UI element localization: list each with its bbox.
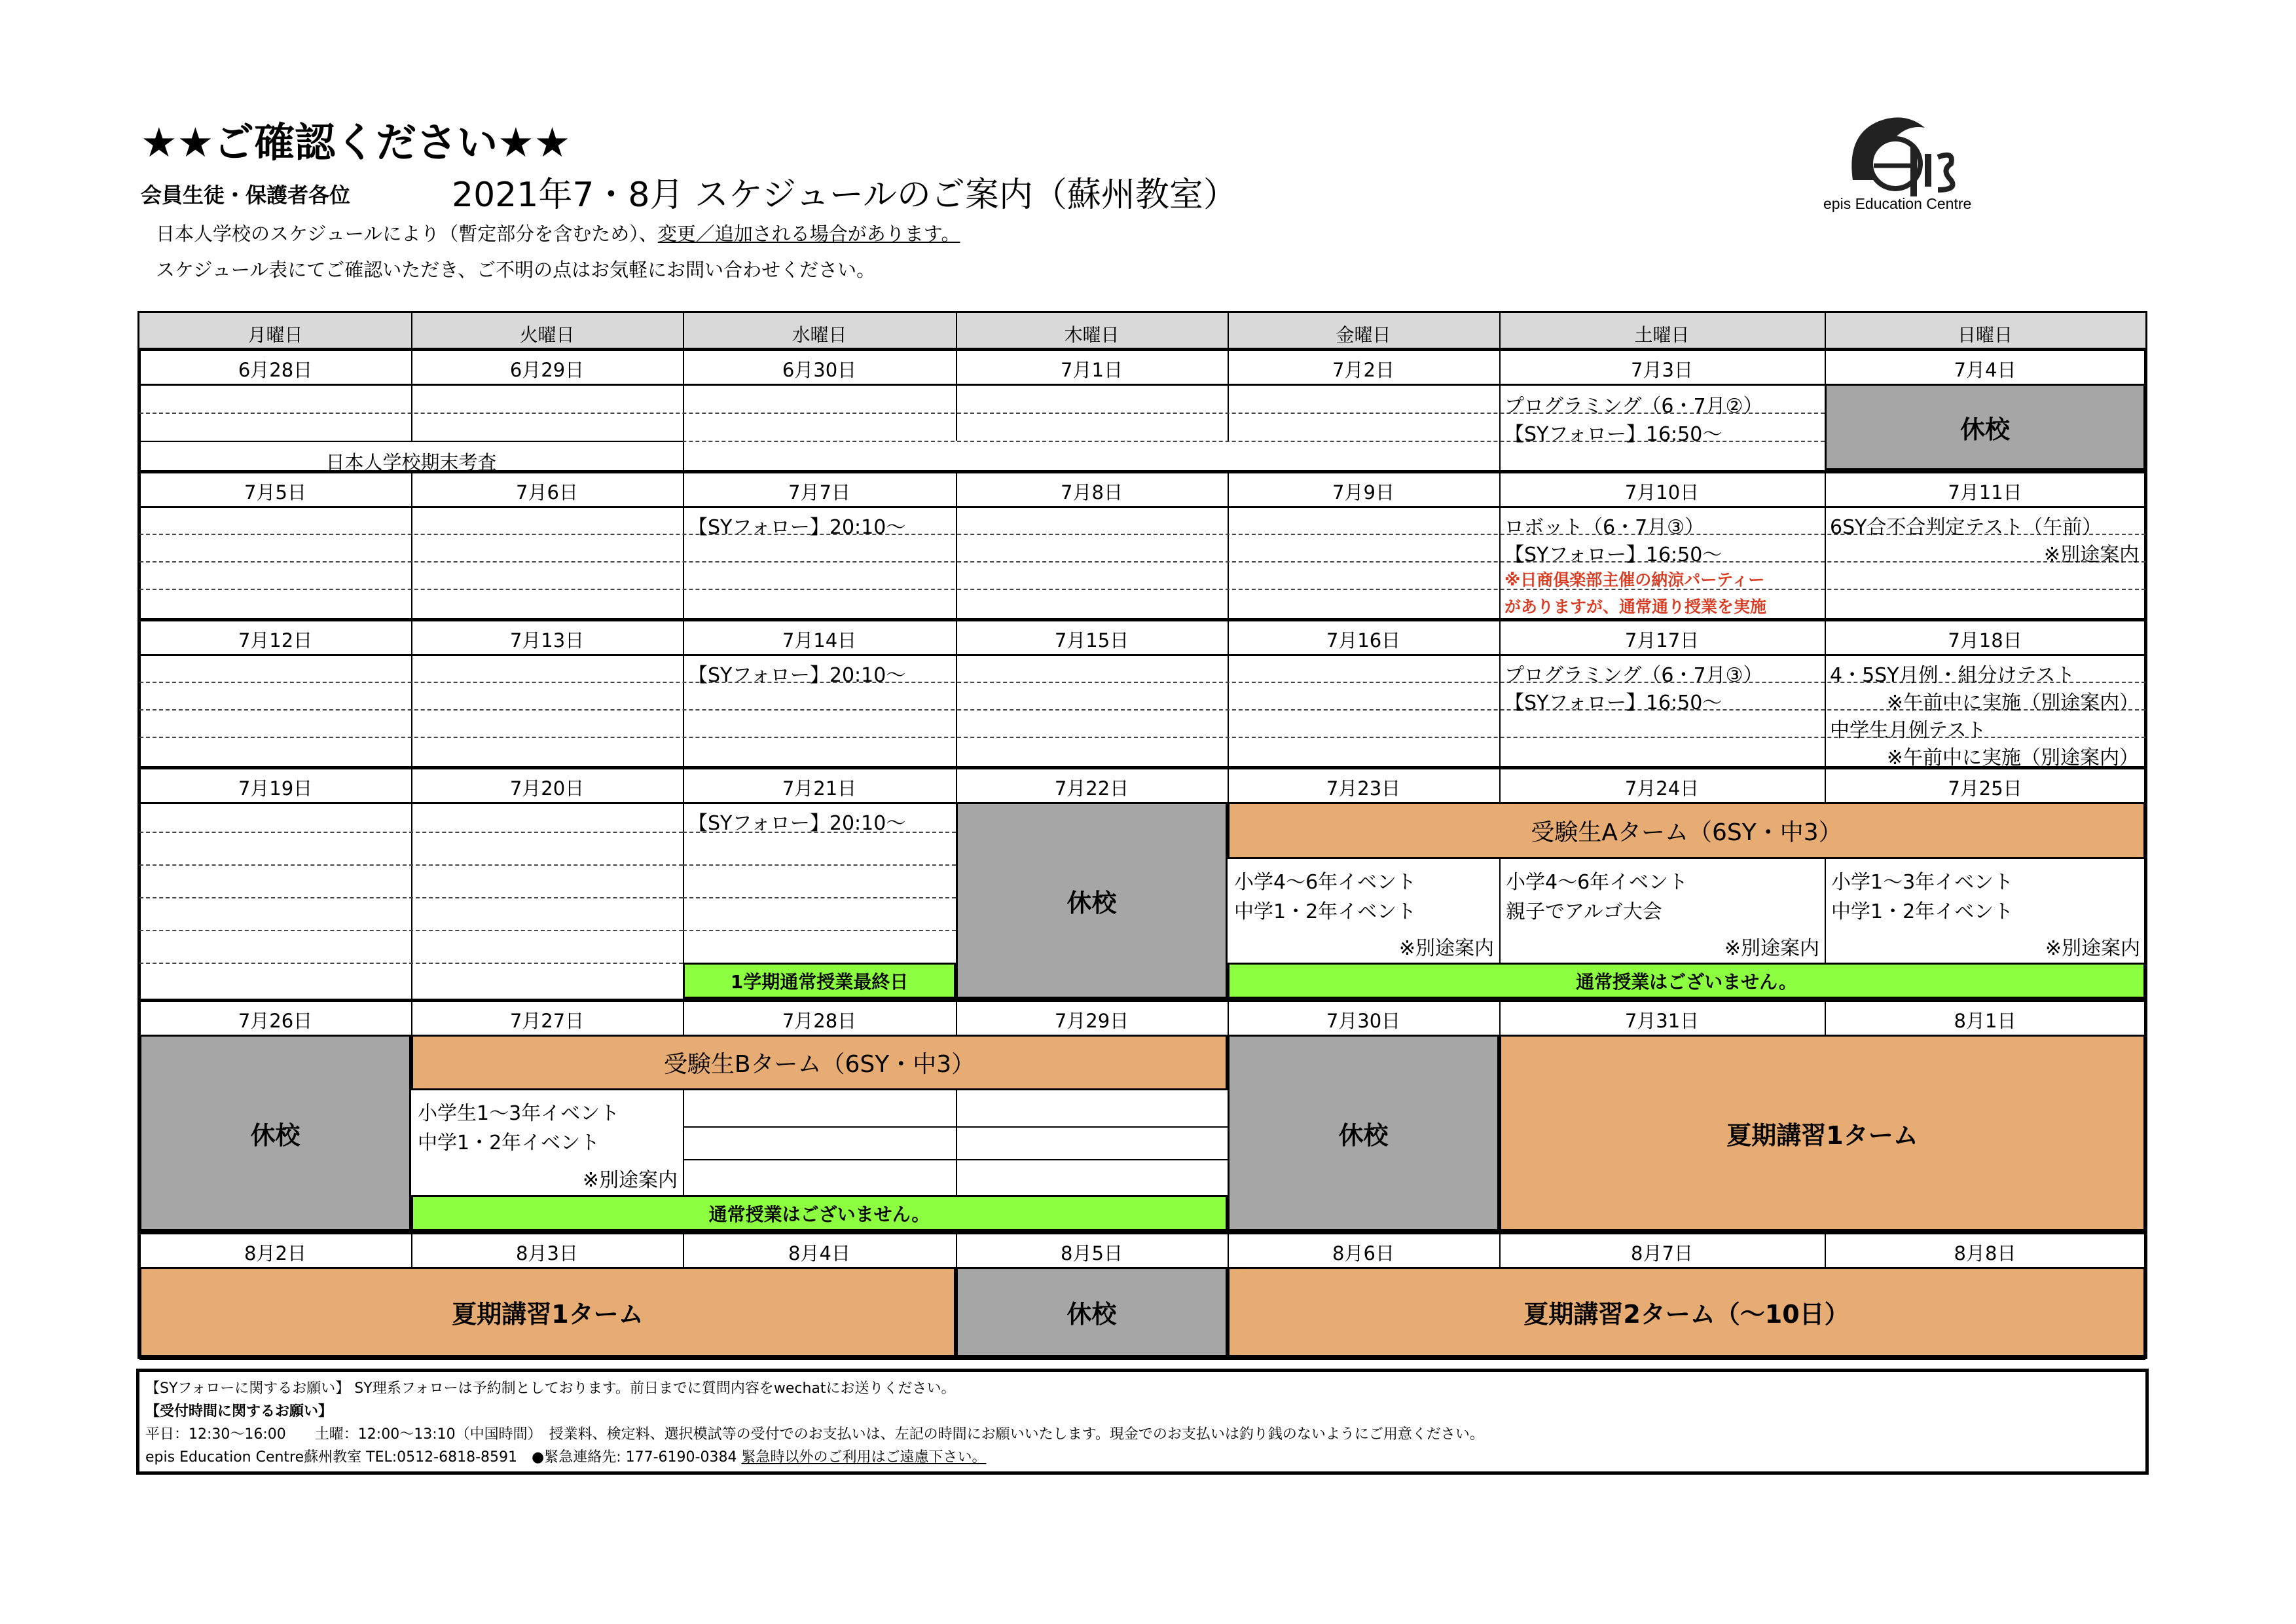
- date-label: 7月12日: [238, 629, 313, 652]
- weekday-header-5: 土曜日: [1634, 324, 1690, 346]
- grid-line: [1228, 1231, 1229, 1267]
- event-text: プログラミング（6・7月③）: [1504, 664, 1763, 687]
- grid-line: [683, 1126, 1228, 1128]
- grid-line: [411, 999, 412, 1035]
- grid-line: [139, 506, 2145, 508]
- grid-line: [411, 1231, 412, 1267]
- grid-line: [139, 999, 2145, 1002]
- grid-dashed-line: [139, 832, 683, 833]
- weekday-header-3: 木曜日: [1064, 324, 1120, 346]
- date-label: 7月22日: [1054, 777, 1129, 800]
- date-label: 7月27日: [509, 1010, 585, 1032]
- date-label: 7月26日: [238, 1010, 313, 1032]
- note-text: ※別途案内: [1724, 937, 1819, 960]
- grid-line: [683, 470, 684, 506]
- grid-line: [1825, 859, 1826, 963]
- event-text: 6SY合不合判定テスト（午前）: [1830, 516, 2102, 539]
- date-label: 6月28日: [238, 359, 313, 381]
- event-text: 中学1・2年イベント: [1234, 900, 1417, 923]
- closed-block: 休校: [139, 1035, 411, 1231]
- grid-line: [1228, 766, 1229, 802]
- note-text: ※別途案内: [2045, 937, 2140, 960]
- term-block: 夏期講習2ターム（～10日）: [1228, 1267, 2145, 1357]
- event-text: プログラミング（6・7月②）: [1504, 395, 1763, 418]
- grid-line: [956, 470, 957, 506]
- page-heading: ★★ご確認ください★★: [141, 119, 571, 166]
- grid-line: [1228, 313, 1229, 348]
- date-label: 7月18日: [1948, 629, 2022, 652]
- alert-text: ※日商倶楽部主催の納涼パーティー: [1504, 570, 1765, 589]
- date-label: 6月30日: [782, 359, 857, 381]
- exam-label: 日本人学校期末考査: [325, 451, 497, 473]
- date-label: 7月19日: [238, 777, 313, 800]
- date-label: 6月29日: [509, 359, 585, 381]
- date-label: 8月6日: [1332, 1242, 1394, 1264]
- grid-line: [139, 654, 2145, 656]
- grid-line: [1228, 470, 1229, 506]
- grid-line: [411, 313, 412, 348]
- note-text: ※別途案内: [1398, 937, 1494, 960]
- notice-block: 通常授業はございません。: [411, 1195, 1228, 1231]
- date-label: 8月3日: [516, 1242, 578, 1264]
- date-label: 7月3日: [1631, 359, 1693, 381]
- event-text: 中学生月例テスト: [1830, 719, 1986, 742]
- event-text: 中学1・2年イベント: [418, 1132, 600, 1154]
- grid-line: [683, 313, 684, 348]
- weekday-header-0: 月曜日: [247, 324, 303, 346]
- event-text: 小学4～6年イベント: [1506, 871, 1688, 894]
- event-text: ロボット（6・7月③）: [1504, 516, 1705, 539]
- logo-caption: epis Education Centre: [1823, 195, 1972, 212]
- grid-line: [683, 348, 684, 384]
- notice-line-1a: 日本人学校のスケジュールにより（暫定部分を含むため）、: [156, 223, 658, 245]
- event-text: 4・5SY月例・組分けテスト: [1830, 664, 2075, 687]
- grid-line: [1228, 348, 1229, 384]
- footer-emergency-note: 緊急時以外のご利用はご遠慮下さい。: [741, 1449, 987, 1466]
- date-label: 7月13日: [509, 629, 585, 652]
- grid-line: [139, 618, 2145, 621]
- closed-block: 休校: [1228, 1035, 1499, 1231]
- footer-line-3: 平日：12:30～16:00 土曜：12:00～13:10（中国時間） 授業料、検定料、選択模試等の受付でのお支払いは、左記の時間にお願いいたします。現金でのお支払いは釣り銭のないようにご用意ください。: [145, 1426, 1484, 1443]
- closed-block: 休校: [956, 802, 1228, 999]
- date-label: 7月15日: [1054, 629, 1129, 652]
- footer-contact: epis Education Centre蘇州教室 TEL:0512-6818-8591 ●緊急連絡先: 177-6190-0384: [145, 1449, 737, 1466]
- date-label: 7月28日: [782, 1010, 857, 1032]
- date-label: 8月5日: [1061, 1242, 1123, 1264]
- grid-line: [1499, 313, 1501, 348]
- grid-line: [1228, 618, 1229, 654]
- term-block: 夏期講習1ターム: [1499, 1035, 2145, 1231]
- date-label: 7月14日: [782, 629, 857, 652]
- event-text: 親子でアルゴ大会: [1506, 900, 1662, 923]
- date-label: 7月5日: [244, 481, 306, 504]
- grid-line: [1499, 1231, 1501, 1267]
- grid-line: [1499, 618, 1501, 654]
- date-label: 7月20日: [509, 777, 585, 800]
- grid-line: [1825, 999, 1826, 1035]
- footer-line-1: 【SYフォローに関するお願い】 SY理系フォローは予約制としております。前日までに質問内容をwechatにお送りください。: [145, 1380, 956, 1397]
- grid-dashed-line: [139, 963, 683, 964]
- notice-block: 通常授業はございません。: [1228, 963, 2145, 999]
- grid-line: [956, 999, 957, 1035]
- date-label: 7月29日: [1054, 1010, 1129, 1032]
- grid-line: [1825, 313, 1826, 348]
- grid-line: [956, 1090, 957, 1195]
- event-text: 【SYフォロー】16:50～: [1504, 692, 1722, 714]
- grid-line: [683, 1090, 684, 1195]
- grid-line: [1825, 766, 1826, 802]
- grid-line: [411, 470, 412, 506]
- date-label: 7月31日: [1624, 1010, 1700, 1032]
- date-label: 7月7日: [788, 481, 850, 504]
- event-text: 【SYフォロー】16:50～: [1504, 423, 1722, 446]
- grid-line: [683, 999, 684, 1035]
- grid-line: [1499, 470, 1501, 506]
- grid-line: [411, 348, 412, 384]
- grid-line: [1825, 1231, 1826, 1267]
- grid-line: [683, 1159, 1228, 1160]
- footer-line-2: 【受付時間に関するお願い】: [145, 1403, 333, 1420]
- grid-line: [1499, 766, 1501, 802]
- date-label: 7月25日: [1948, 777, 2022, 800]
- grid-line: [1825, 470, 1826, 506]
- addressee: 会員生徒・保護者各位: [141, 183, 351, 208]
- notice-line-1b: 変更／追加される場合があります。: [657, 223, 960, 245]
- grid-dashed-line: [683, 864, 956, 866]
- date-label: 7月8日: [1061, 481, 1123, 504]
- grid-dashed-line: [683, 897, 956, 898]
- date-label: 7月2日: [1332, 359, 1394, 381]
- grid-line: [683, 618, 684, 654]
- event-text: 【SYフォロー】20:10～: [688, 812, 906, 835]
- grid-dashed-line: [139, 589, 2145, 590]
- event-text: 【SYフォロー】16:50～: [1504, 544, 1722, 566]
- notice-line-2: スケジュール表にてご確認いただき、ご不明の点はお気軽にお問い合わせください。: [156, 259, 876, 281]
- closed-block: 休校: [1825, 384, 2145, 470]
- date-label: 7月11日: [1948, 481, 2022, 504]
- term-block: 受験生Bターム（6SY・中3）: [411, 1035, 1228, 1090]
- grid-dashed-line: [139, 561, 2145, 563]
- event-text: 小学生1～3年イベント: [418, 1102, 620, 1125]
- footer-line-4: [145, 1446, 986, 1466]
- grid-line: [956, 348, 957, 384]
- date-label: 8月1日: [1954, 1010, 2016, 1032]
- note-text: ※午前中に実施（別途案内）: [1886, 747, 2139, 769]
- grid-line: [139, 441, 683, 442]
- event-text: 中学1・2年イベント: [1831, 900, 2014, 923]
- date-label: 7月10日: [1624, 481, 1700, 504]
- event-text: 小学1～3年イベント: [1831, 871, 2014, 894]
- grid-line: [956, 313, 957, 348]
- date-label: 7月9日: [1332, 481, 1394, 504]
- grid-line: [1499, 999, 1501, 1035]
- term-block: 夏期講習1ターム: [139, 1267, 956, 1357]
- grid-line: [956, 1231, 957, 1267]
- event-text: 【SYフォロー】20:10～: [688, 516, 906, 539]
- note-text: ※別途案内: [582, 1169, 678, 1192]
- weekday-header-4: 金曜日: [1336, 324, 1391, 346]
- grid-line: [139, 1231, 2145, 1234]
- grid-line: [1499, 859, 1501, 963]
- term-block: 受験生Aターム（6SY・中3）: [1228, 802, 2145, 859]
- grid-line: [1228, 999, 1229, 1035]
- notice-line-1: [156, 219, 960, 246]
- event-text: 【SYフォロー】20:10～: [688, 664, 906, 687]
- grid-dashed-line: [139, 864, 683, 866]
- closed-block: 休校: [956, 1267, 1228, 1357]
- grid-line: [411, 618, 412, 654]
- grid-dashed-line: [139, 897, 683, 898]
- weekday-header-2: 水曜日: [792, 324, 847, 346]
- date-label: 8月7日: [1631, 1242, 1693, 1264]
- date-label: 7月30日: [1326, 1010, 1401, 1032]
- grid-line: [1825, 348, 1826, 384]
- alert-text: がありますが、通常通り授業を実施: [1504, 597, 1767, 616]
- grid-line: [139, 1357, 2145, 1360]
- date-label: 8月4日: [788, 1242, 850, 1264]
- grid-dashed-line: [139, 930, 683, 931]
- page-title: 2021年7・8月 スケジュールのご案内（蘇州教室）: [452, 175, 1237, 215]
- date-label: 7月23日: [1326, 777, 1401, 800]
- date-label: 7月1日: [1061, 359, 1123, 381]
- date-label: 7月24日: [1624, 777, 1700, 800]
- grid-line: [956, 618, 957, 654]
- date-label: 7月21日: [782, 777, 857, 800]
- grid-line: [139, 348, 2145, 351]
- grid-line: [1499, 441, 1501, 470]
- date-label: 7月4日: [1954, 359, 2016, 381]
- grid-line: [683, 1231, 684, 1267]
- date-label: 7月17日: [1624, 629, 1700, 652]
- note-text: ※別途案内: [2043, 544, 2139, 566]
- grid-line: [1825, 618, 1826, 654]
- note-text: ※午前中に実施（別途案内）: [1886, 692, 2139, 714]
- grid-line: [683, 766, 684, 802]
- date-label: 7月16日: [1326, 629, 1401, 652]
- notice-block: 1学期通常授業最終日: [683, 963, 956, 999]
- date-label: 8月8日: [1954, 1242, 2016, 1264]
- grid-line: [411, 766, 412, 802]
- date-label: 8月2日: [244, 1242, 306, 1264]
- weekday-header-6: 日曜日: [1957, 324, 2013, 346]
- event-text: 小学4～6年イベント: [1234, 871, 1417, 894]
- grid-line: [1499, 348, 1501, 384]
- weekday-header-1: 火曜日: [519, 324, 575, 346]
- grid-line: [683, 441, 684, 470]
- grid-line: [956, 766, 957, 802]
- date-label: 7月6日: [516, 481, 578, 504]
- grid-dashed-line: [683, 930, 956, 931]
